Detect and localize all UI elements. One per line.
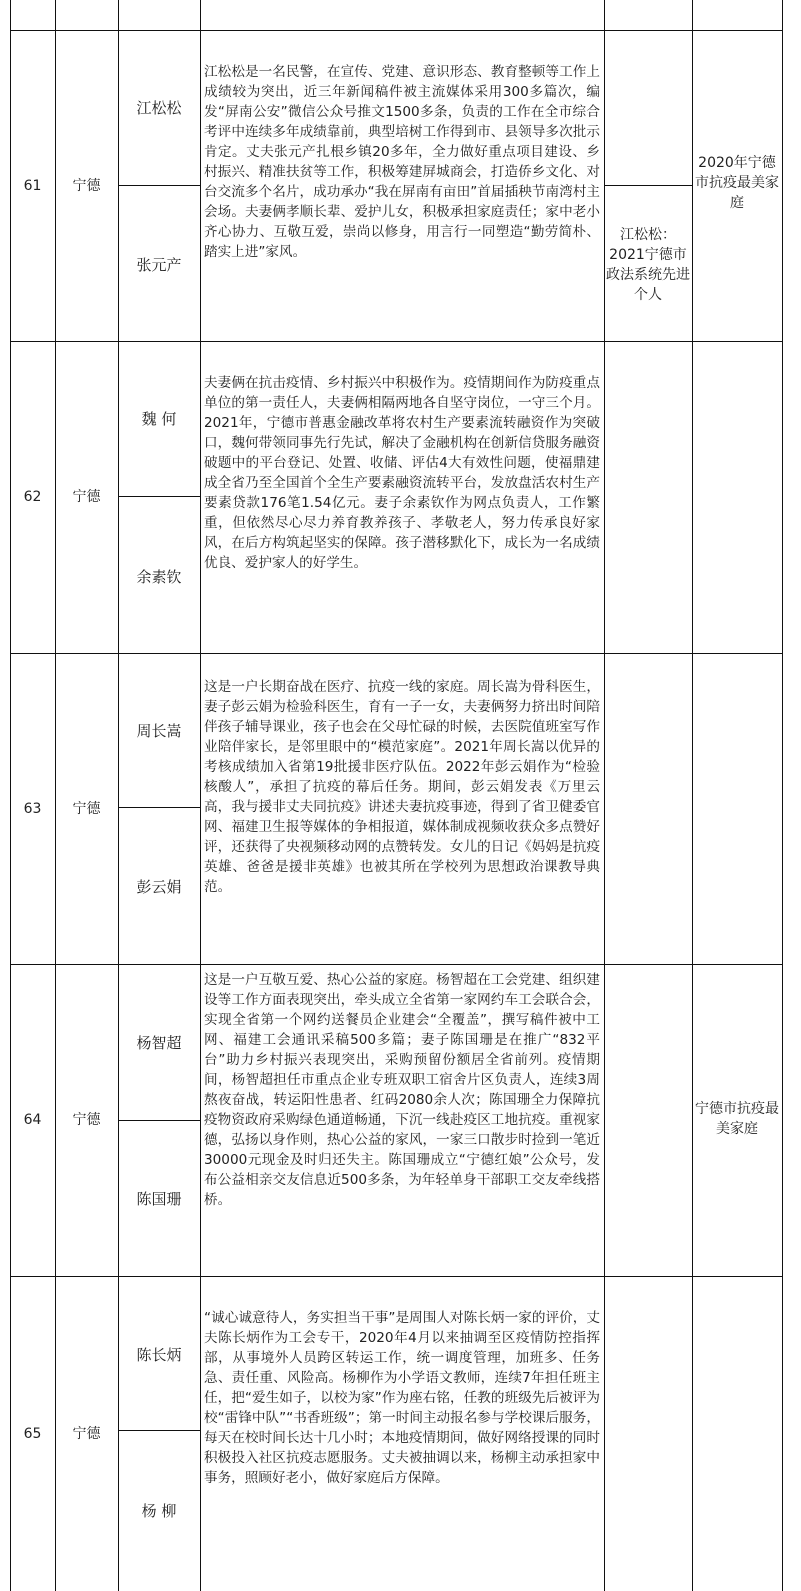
name-divider bbox=[118, 185, 200, 186]
name-divider bbox=[118, 1430, 200, 1431]
family-description: 这是一户互敬互爱、热心公益的家庭。杨智超在工会党建、组织建设等工作方面表现突出，牵头成立全省第一家网约车工会联合会，实现全省第一个网约送餐员企业建会“全覆盖”，撰写稿件被中工网、福建工会通讯采稿500多篇；妻子陈国珊是在推广“832平台”助力乡村振兴表现突出，采购预留份额居全省前列。疫情期间，杨智超担任市重点企业专班双职工宿舍片区负责人，连续3周熬夜奋战，转运阳性患者、红码2080余人次；陈国珊全力保障抗疫物资政府采购绿色通道畅通，下沉一线赴疫区工地抗疫。重视家德，弘扬以身作则，热心公益的家风，一家三口散步时捡到一笔近30000元现金及时归还失主。陈国珊成立“宁德红娘”公众号，发布公益相亲交友信息近500多条，为年轻单身干部职工交友牵线搭桥。 bbox=[204, 972, 600, 1208]
member-name: 余素钦 bbox=[136, 568, 182, 586]
row-divider bbox=[10, 1276, 783, 1277]
row-number: 64 bbox=[23, 1112, 42, 1128]
member-name: 杨 柳 bbox=[141, 1502, 177, 1520]
member-name: 陈国珊 bbox=[136, 1190, 182, 1208]
row-number: 63 bbox=[23, 800, 42, 817]
col-divider-4 bbox=[604, 0, 605, 1591]
name-divider bbox=[118, 496, 200, 497]
member-name: 周长嵩 bbox=[136, 722, 182, 740]
col-divider-5 bbox=[692, 0, 693, 1591]
row-divider bbox=[10, 653, 783, 654]
region: 宁德 bbox=[72, 177, 101, 194]
cell-divider bbox=[604, 185, 692, 186]
region: 宁德 bbox=[72, 800, 101, 817]
member-name: 张元产 bbox=[136, 256, 182, 274]
member-name: 彭云娟 bbox=[136, 878, 182, 896]
family-description: 江松松是一名民警，在宣传、党建、意识形态、教育整顿等工作上成绩较为突出，近三年新闻稿件被主流媒体采用300多篇次，编发“屏南公安”微信公众号推文1500多条，负责的工作在全市综合考评中连续多年成绩靠前，典型培树工作得到市、县领导多次批示肯定。丈夫张元产扎根乡镇20多年，全力做好重点项目建设、乡村振兴、精准扶贫等工作，积极筹建屏城商会，打造侨乡文化、对台交流多个名片，成功承办“我在屏南有亩田”首届插秧节南湾村主会场。夫妻俩孝顺长辈、爱护儿女，积极承担家庭责任；家中老小齐心协力、互敬互爱，崇尚以修身，用言行一同塑造“勤劳简朴、踏实上进”家风。 bbox=[204, 64, 600, 260]
row-divider bbox=[10, 964, 783, 965]
family-honor: 2020年宁德市抗疫最美家庭 bbox=[695, 155, 779, 211]
member-name: 陈长炳 bbox=[136, 1346, 182, 1364]
family-description: “诚心诚意待人，务实担当干事”是周围人对陈长炳一家的评价，丈夫陈长炳作为工会专干，2020年4月以来抽调至区疫情防控指挥部，从事境外人员跨区转运工作，统一调度管理，加班多、任务急、责任重、风险高。杨柳作为小学语文教师，连续7年担任班主任，把“爱生如子，以校为家”作为座右铭，任教的班级先后被评为校“雷锋中队”“书香班级”；第一时间主动报名参与学校课后服务，每天在校时间长达十几小时；本地疫情期间，做好网络授课的同时积极投入社区抗疫志愿服务。丈夫被抽调以来，杨柳主动承担家中事务，照顾好老小，做好家庭后方保障。 bbox=[204, 1310, 600, 1486]
row-divider bbox=[10, 30, 783, 31]
row-number: 65 bbox=[23, 1425, 42, 1442]
table-border-right bbox=[782, 0, 783, 1591]
family-honor: 宁德市抗疫最美家庭 bbox=[695, 1101, 779, 1137]
region: 宁德 bbox=[72, 1425, 101, 1442]
row-number: 62 bbox=[23, 489, 42, 505]
family-description: 夫妻俩在抗击疫情、乡村振兴中积极作为。疫情期间作为防疫重点单位的第一责任人，夫妻俩相隔两地各自坚守岗位，一守三个月。2021年，宁德市普惠金融改革将农村生产要素流转融资作为突破口，魏何带领同事先行先试，解决了金融机构在创新信贷服务融资破题中的平台登记、处置、收储、评估4大有效性问题，使福鼎建成全省乃至全国首个全生产要素融资流转平台，发放盘活农村生产要素贷款176笔1.54亿元。妻子余素钦作为网点负责人，工作繁重，但依然尽心尽力养育教养孩子、孝敬老人，努力传承良好家风，在后方构筑起坚实的保障。孩子潜移默化下，成长为一名成绩优良、爱护家人的好学生。 bbox=[204, 375, 600, 571]
name-divider bbox=[118, 1120, 200, 1121]
member-name: 魏 何 bbox=[141, 410, 177, 428]
row-number: 61 bbox=[23, 177, 42, 194]
col-divider-2 bbox=[118, 0, 119, 1591]
region: 宁德 bbox=[72, 489, 101, 505]
member-name: 江松松 bbox=[136, 99, 182, 117]
family-description: 这是一户长期奋战在医疗、抗疫一线的家庭。周长嵩为骨科医生，妻子彭云娟为检验科医生，育有一子一女，夫妻俩努力挤出时间陪伴孩子辅导课业，孩子也会在父母忙碌的时候，去医院值班室写作业陪伴家长，是邻里眼中的“模范家庭”。2021年周长嵩以优异的考核成绩加入省第19批援非医疗队伍。2022年彭云娟作为“检验核酸人”，承担了抗疫的幕后任务。期间，彭云娟发表《万里云高，我与援非丈夫同抗疫》讲述夫妻抗疫事迹，得到了省卫健委官网、福建卫生报等媒体的争相报道，媒体制成视频收获众多点赞好评，还获得了央视频移动网的点赞转发。女儿的日记《妈妈是抗疫英雄、爸爸是援非英雄》也被其所在学校列为思想政治课教导典范。 bbox=[204, 679, 600, 895]
region: 宁德 bbox=[72, 1112, 101, 1128]
row-divider bbox=[10, 341, 783, 342]
name-divider bbox=[118, 807, 200, 808]
individual-honor: 江松松：2021宁德市政法系统先进个人 bbox=[606, 227, 690, 303]
member-name: 杨智超 bbox=[136, 1034, 182, 1052]
col-divider-3 bbox=[200, 0, 201, 1591]
